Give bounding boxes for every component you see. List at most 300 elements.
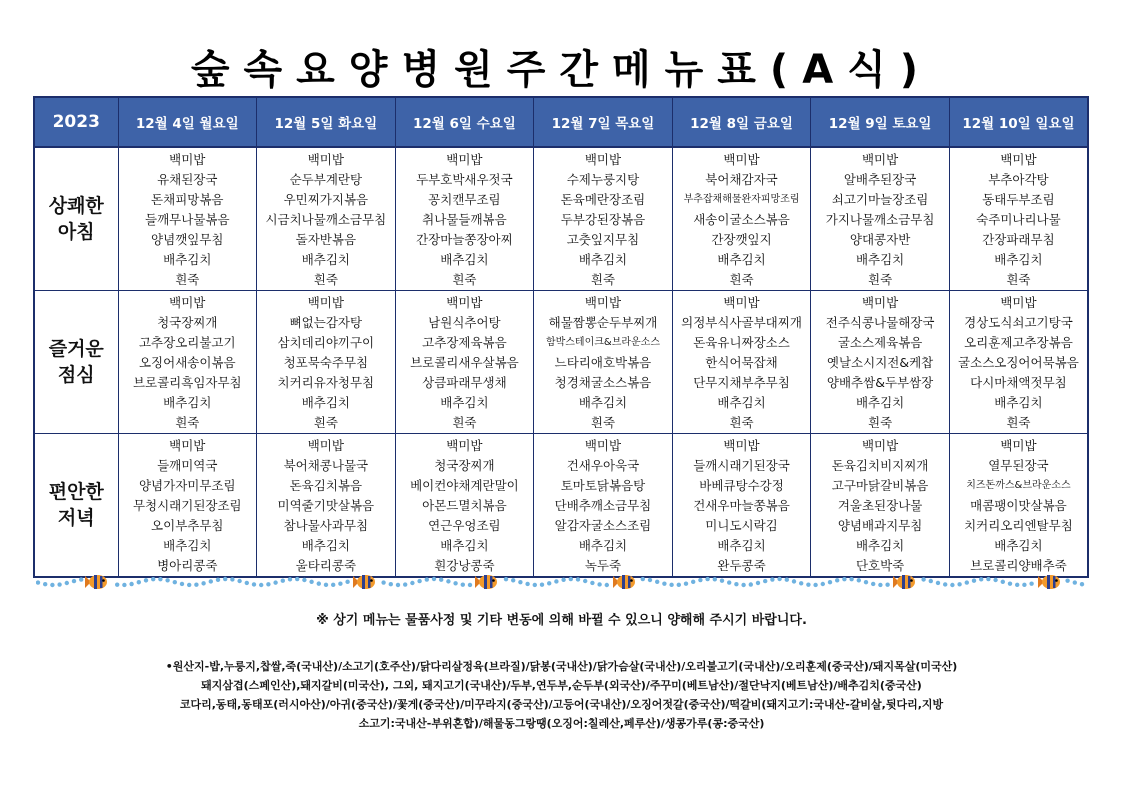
meal-label-text: 상쾌한: [48, 195, 104, 217]
menu-cell: [811, 147, 950, 291]
bubble-dot: [662, 581, 666, 585]
bubble-dot: [194, 583, 198, 587]
bubble-dot: [317, 581, 321, 585]
dish-item: 시금치나물깨소금무침: [265, 212, 387, 227]
dish-item: 흰죽: [868, 272, 893, 287]
bubble-dot: [266, 582, 270, 586]
menu-cell: [257, 434, 396, 578]
fish-icon: [475, 575, 497, 589]
dish-item: 해물짬뽕순두부찌개: [548, 315, 658, 330]
dish-item: 전주식콩나물해장국: [825, 315, 935, 330]
dish-item: 뼈없는감자탕: [289, 315, 363, 330]
bubble-dot: [173, 580, 177, 584]
bubble-dot: [144, 578, 148, 582]
bubble-dot: [950, 583, 954, 587]
bubble-dot: [252, 582, 256, 586]
bubble-dot: [165, 578, 169, 582]
bubble-dot: [533, 583, 537, 587]
dish-item: 배추김치: [163, 252, 212, 267]
day-header-thu: 12월 7일 목요일: [534, 97, 673, 147]
bubble-dot: [518, 580, 522, 584]
bubble-dot: [554, 579, 558, 583]
bubble-dot: [273, 580, 277, 584]
bubble-dot: [878, 583, 882, 587]
bubble-dot: [453, 581, 457, 585]
bubble-dot: [777, 577, 781, 581]
bubble-dot: [1080, 582, 1084, 586]
bubble-dot: [842, 577, 846, 581]
bubble-dot: [972, 578, 976, 582]
bubble-dot: [230, 577, 234, 581]
bubble-dot: [151, 577, 155, 581]
origin-line: •원산지-밥,누룽지,찹쌀,죽(국내산)/소고기(호주산)/닭다리살정육(브라질)/닭봉(국내산)/닭가슴살(국내산)/오리불고기(국내산)/오리훈제(중국산)/돼지목살(미국산): [165, 660, 958, 673]
meal-label-text: 저녁: [57, 507, 95, 529]
bubble-fish-decoration: [36, 571, 1086, 593]
dish-item: 돈육메란장조림: [560, 192, 646, 207]
bubble-dot: [338, 581, 342, 585]
day-header-sat: 12월 9일 토요일: [811, 97, 950, 147]
bubble-dot: [180, 582, 184, 586]
menu-cell: [949, 147, 1088, 291]
dish-item: 백미밥: [723, 295, 760, 310]
dish-item: 백미밥: [169, 438, 206, 453]
dish-item: 열무된장국: [988, 458, 1049, 473]
dish-item: 백미밥: [584, 295, 622, 310]
bubble-dot: [1029, 581, 1033, 585]
bubble-dot: [648, 578, 652, 582]
bubble-dot: [583, 579, 587, 583]
bubble-dot: [864, 580, 868, 584]
dish-item: 배추김치: [855, 252, 905, 267]
dish-item: 순두부계란탕: [289, 172, 363, 187]
meal-label-lunch: [34, 291, 118, 434]
menu-cell: [118, 147, 257, 291]
bubble-dot: [468, 583, 472, 587]
dish-item: 흰죽: [868, 415, 893, 430]
dish-item: 백미밥: [446, 295, 483, 310]
dish-item: 토마토닭볶음탕: [560, 478, 646, 493]
bubble-dot: [1001, 580, 1005, 584]
bubble-dot: [770, 577, 774, 581]
page-title: 숲속요양병원주간메뉴표(A식): [190, 47, 933, 93]
dish-item: 백미밥: [307, 295, 344, 310]
dish-item: 알감자굴소스조림: [554, 518, 652, 533]
dish-item: 백미밥: [307, 438, 344, 453]
bubble-dot: [295, 577, 299, 581]
dish-item: 백미밥: [446, 438, 483, 453]
bubble-dot: [216, 578, 220, 582]
bubble-dot: [50, 583, 54, 587]
dish-item: 흰죽: [729, 415, 754, 430]
bubble-dot: [756, 581, 760, 585]
dish-item: 두부강된장볶음: [560, 212, 646, 227]
dish-item: 의정부식사골부대찌개: [681, 315, 802, 330]
menu-cell: [811, 434, 950, 578]
dish-item: 브로콜리양배추죽: [970, 558, 1067, 573]
dish-item: 배추김치: [163, 538, 212, 553]
dish-item: 완두콩죽: [717, 558, 766, 573]
meal-label-text: 점심: [57, 364, 95, 386]
fish-icon: [85, 575, 107, 589]
bubble-dot: [122, 583, 126, 587]
dish-item: 배추김치: [440, 538, 489, 553]
dish-item: 치즈돈까스&브라운소스: [966, 480, 1071, 491]
dish-item: 배추김치: [855, 538, 905, 553]
weekly-menu-table: [33, 96, 1089, 578]
fish-icon: [613, 575, 635, 589]
dish-item: 굴소스오징어어묵볶음: [958, 355, 1079, 370]
origin-line: 코다리,동태,동태포(러시아산)/아귀(중국산)/꽃게(중국산)/미꾸라지(중국산)/고등어(국내산)/오징어젓갈(중국산)/떡갈비(돼지고기:국내산-갈비살,뒷다리,지방: [179, 698, 944, 711]
dish-item: 경상도식쇠고기탕국: [964, 315, 1073, 330]
menu-cell: [949, 434, 1088, 578]
dish-item: 배추김치: [578, 395, 628, 410]
dish-item: 배추김치: [301, 538, 350, 553]
menu-cell: [257, 291, 396, 434]
dish-item: 배추김치: [855, 395, 905, 410]
dish-item: 청국장찌개: [434, 458, 495, 473]
dish-item: 오리훈제고추장볶음: [964, 335, 1073, 350]
bubble-dot: [396, 583, 400, 587]
dish-item: 흰죽: [313, 272, 338, 287]
bubble-dot: [446, 579, 450, 583]
bubble-dot: [929, 579, 933, 583]
dish-item: 들깨미역국: [157, 458, 218, 473]
dish-item: 배추김치: [440, 252, 489, 267]
dish-item: 백미밥: [584, 438, 622, 453]
bubble-dot: [785, 578, 789, 582]
bubble-dot: [1008, 581, 1012, 585]
bubble-dot: [115, 582, 119, 586]
dish-item: 백미밥: [307, 152, 344, 167]
bubble-dot: [713, 577, 717, 581]
dish-item: 브로콜리흑임자무침: [132, 375, 242, 390]
bubble-dot: [281, 579, 285, 583]
change-notice: ※ 상기 메뉴는 물품사정 및 기타 변동에 의해 바뀔 수 있으니 양해해 주시기 바랍니다.: [316, 613, 807, 628]
bubble-dot: [871, 582, 875, 586]
dish-item: 옛날소시지전&케찹: [826, 355, 934, 370]
bubble-dot: [576, 577, 580, 581]
bubble-dot: [245, 581, 249, 585]
bubble-dot: [828, 580, 832, 584]
bubble-dot: [691, 580, 695, 584]
dish-item: 숙주미나리나물: [976, 212, 1061, 227]
dish-item: 부추잡채해물완자피망조림: [683, 194, 800, 205]
bubble-dot: [432, 577, 436, 581]
dish-item: 우민찌가지볶음: [283, 192, 369, 207]
bubble-dot: [439, 578, 443, 582]
bubble-dot: [720, 578, 724, 582]
dish-item: 취나물들깨볶음: [422, 212, 507, 227]
bubble-dot: [936, 581, 940, 585]
dish-item: 단무지채부추무침: [693, 375, 790, 390]
meal-label-text: 편안한: [48, 481, 104, 503]
bubble-dot: [835, 578, 839, 582]
dish-item: 베이컨야채계란말이: [410, 478, 519, 493]
dish-item: 청국장찌개: [157, 315, 218, 330]
dish-item: 굴소스제육볶음: [837, 335, 923, 350]
dish-item: 두부호박새우젓국: [416, 172, 513, 187]
bubble-dot: [1073, 580, 1077, 584]
dish-item: 흰죽: [313, 415, 338, 430]
bubble-dot: [79, 577, 83, 581]
bubble-dot: [569, 577, 573, 581]
bubble-dot: [705, 577, 709, 581]
bubble-dot: [403, 582, 407, 586]
dish-item: 백미밥: [861, 295, 899, 310]
meal-row-dinner: [34, 434, 1088, 578]
bubble-dot: [381, 580, 385, 584]
dish-item: 백미밥: [861, 152, 899, 167]
dish-item: 흰죽: [452, 272, 477, 287]
meal-label-text: 아침: [57, 221, 95, 243]
dish-item: 백미밥: [446, 152, 483, 167]
bubble-dot: [209, 579, 213, 583]
menu-cell: [534, 147, 673, 291]
bubble-dot: [1065, 578, 1069, 582]
bubble-dot: [734, 582, 738, 586]
bubble-dot: [857, 578, 861, 582]
dish-item: 다시마채액젓무침: [970, 375, 1067, 390]
bubble-dot: [345, 580, 349, 584]
dish-item: 양념가자미무조림: [138, 478, 236, 493]
bubble-dot: [137, 580, 141, 584]
menu-cell: [395, 147, 534, 291]
dish-item: 부추아각탕: [988, 172, 1049, 187]
dish-item: 돈채피망볶음: [151, 192, 224, 207]
dish-item: 배추김치: [994, 252, 1043, 267]
dish-item: 함박스테이크&브라운소스: [545, 337, 660, 348]
meal-label-dinner: [34, 434, 118, 578]
year-cell: 2023: [34, 97, 118, 147]
bubble-dot: [36, 580, 40, 584]
bubble-dot: [525, 582, 529, 586]
dish-item: 양배추쌈&두부쌈장: [826, 375, 934, 390]
bubble-dot: [806, 582, 810, 586]
dish-item: 양념깻잎무침: [151, 232, 224, 247]
dish-item: 배추김치: [717, 395, 766, 410]
dish-item: 녹두죽: [584, 558, 622, 573]
dish-item: 매콤팽이맛살볶음: [970, 498, 1067, 513]
dish-item: 흰죽: [452, 415, 477, 430]
bubble-dot: [309, 580, 313, 584]
dish-item: 한식어묵잡채: [705, 355, 778, 370]
dish-item: 흰강낭콩죽: [434, 558, 495, 573]
bubble-dot: [957, 582, 961, 586]
dish-item: 고추장오리불고기: [138, 335, 236, 350]
bubble-dot: [821, 582, 825, 586]
origin-info: [30, 657, 1093, 733]
dish-item: 쇠고기마늘장조림: [831, 192, 929, 207]
day-header-sun: 12월 10일 일요일: [949, 97, 1088, 147]
dish-item: 들깨시래기된장국: [693, 458, 790, 473]
menu-cell: [118, 291, 257, 434]
dish-item: 백미밥: [723, 152, 760, 167]
bubble-dot: [749, 582, 753, 586]
meal-label-text: 즐거운: [48, 338, 104, 360]
dish-item: 양념배과지무침: [837, 518, 923, 533]
dish-item: 백미밥: [169, 295, 206, 310]
bubble-dot: [979, 577, 983, 581]
fish-icon: [353, 575, 375, 589]
bubble-dot: [669, 583, 673, 587]
dish-item: 수제누룽지탕: [566, 172, 640, 187]
dish-item: 건새우마늘쫑볶음: [693, 498, 790, 513]
bubble-dot: [1022, 583, 1026, 587]
dish-item: 백미밥: [1000, 295, 1037, 310]
dish-item: 들깨무나물볶음: [145, 212, 230, 227]
bubble-dot: [813, 583, 817, 587]
menu-cell: [534, 291, 673, 434]
bubble-dot: [158, 577, 162, 581]
dish-item: 가지나물깨소금무침: [825, 212, 935, 227]
origin-line: 돼지삼겹(스페인산),돼지갈비(미국산), 그외, 돼지고기(국내산)/두부,연두부,순두부(외국산)/주꾸미(베트남산)/절단낙지(베트남산)/배추김치(중국산): [201, 679, 922, 692]
menu-cell: [672, 291, 811, 434]
dish-item: 흰죽: [590, 415, 616, 430]
day-header-tue: 12월 5일 화요일: [257, 97, 396, 147]
dish-item: 배추김치: [578, 252, 628, 267]
bubble-dot: [597, 582, 601, 586]
bubble-dot: [727, 580, 731, 584]
dish-item: 배추김치: [578, 538, 628, 553]
bubble-dot: [57, 582, 61, 586]
dish-item: 치커리오리엔탈무침: [964, 518, 1073, 533]
bubble-dot: [547, 581, 551, 585]
dish-item: 배추김치: [994, 395, 1043, 410]
dish-item: 겨울초된장나물: [837, 498, 923, 513]
menu-cell: [257, 147, 396, 291]
bubble-dot: [943, 582, 947, 586]
dish-item: 느타리애호박볶음: [554, 355, 652, 370]
dish-item: 남원식추어탕: [428, 315, 501, 330]
dish-item: 돌자반볶음: [295, 232, 357, 247]
dish-item: 무청시래기된장조림: [132, 498, 242, 513]
dish-item: 단호박죽: [855, 558, 905, 573]
dish-item: 간장깻잎지: [711, 232, 772, 247]
dish-item: 고춧잎지무침: [566, 232, 640, 247]
meal-label-breakfast: [34, 147, 118, 291]
menu-cell: [949, 291, 1088, 434]
bubble-dot: [540, 583, 544, 587]
bubble-dot: [986, 577, 990, 581]
dish-item: 청포묵숙주무침: [283, 355, 369, 370]
dish-item: 청경채굴소스볶음: [554, 375, 652, 390]
bubble-dot: [187, 583, 191, 587]
bubble-dot: [698, 578, 702, 582]
dish-item: 배추김치: [301, 252, 350, 267]
dish-item: 배추김치: [440, 395, 489, 410]
bubble-dot: [259, 583, 263, 587]
menu-cell: [395, 434, 534, 578]
dish-item: 돈육김치볶음: [289, 478, 363, 493]
dish-item: 북어채감자국: [705, 172, 778, 187]
bubble-dot: [223, 577, 227, 581]
dish-item: 바베큐탕수강정: [699, 478, 784, 493]
dish-item: 건새우아욱국: [566, 458, 640, 473]
bubble-dot: [389, 582, 393, 586]
dish-item: 알배추된장국: [843, 172, 917, 187]
dish-item: 상큼파래무생채: [422, 375, 507, 390]
dish-item: 흰죽: [1006, 272, 1031, 287]
bubble-dot: [993, 578, 997, 582]
bubble-dot: [237, 579, 241, 583]
dish-item: 흰죽: [175, 272, 200, 287]
bubble-dot: [655, 580, 659, 584]
dish-item: 브로콜리새우살볶음: [410, 355, 519, 370]
bubble-dot: [324, 583, 328, 587]
bubble-dot: [461, 582, 465, 586]
dish-item: 오이부추무침: [151, 518, 224, 533]
dish-item: 돈육김치비지찌개: [831, 458, 929, 473]
bubble-dot: [677, 583, 681, 587]
dish-item: 단배추깨소금무침: [554, 498, 652, 513]
dish-item: 돈육유니짜장소스: [693, 335, 790, 350]
bubble-dot: [799, 581, 803, 585]
dish-item: 아몬드멸치볶음: [422, 498, 507, 513]
dish-item: 배추김치: [301, 395, 350, 410]
menu-cell: [672, 434, 811, 578]
dish-item: 양대콩자반: [849, 232, 911, 247]
bubble-dot: [425, 577, 429, 581]
dish-item: 백미밥: [584, 152, 622, 167]
dish-item: 오징어새송이볶음: [138, 355, 236, 370]
bubble-dot: [849, 577, 853, 581]
bubble-dot: [129, 582, 133, 586]
dish-item: 참나물사과무침: [283, 518, 369, 533]
bubble-dot: [201, 581, 205, 585]
dish-item: 치커리유자청무침: [277, 375, 375, 390]
bubble-dot: [641, 577, 645, 581]
dish-item: 연근우엉조림: [428, 518, 501, 533]
bubble-dot: [921, 577, 925, 581]
dish-item: 고구마닭갈비볶음: [831, 478, 929, 493]
dish-item: 배추김치: [994, 538, 1043, 553]
bubble-dot: [885, 583, 889, 587]
dish-item: 간장파래무침: [982, 232, 1055, 247]
dish-item: 병아리콩죽: [157, 558, 218, 573]
dish-item: 간장마늘쫑장아찌: [416, 232, 513, 247]
bubble-dot: [561, 578, 565, 582]
dish-item: 흰죽: [729, 272, 754, 287]
dish-item: 배추김치: [163, 395, 212, 410]
dish-item: 백미밥: [723, 438, 760, 453]
bubble-dot: [410, 581, 414, 585]
bubble-dot: [504, 577, 508, 581]
bubble-dot: [590, 581, 594, 585]
dish-item: 울타리콩죽: [295, 558, 357, 573]
dish-item: 새송이굴소스볶음: [693, 212, 790, 227]
meal-row-lunch: [34, 291, 1088, 434]
meal-row-breakfast: [34, 147, 1088, 291]
bubble-dot: [605, 583, 609, 587]
bubble-dot: [72, 579, 76, 583]
bubble-dot: [1015, 583, 1019, 587]
dish-item: 백미밥: [861, 438, 899, 453]
dish-item: 백미밥: [169, 152, 206, 167]
origin-line: 소고기:국내산-부위혼합)/해물동그랑땡(오징어:칠레산,페루산)/생콩가루(콩:중국산): [358, 717, 765, 730]
dish-item: 배추김치: [717, 538, 766, 553]
dish-item: 미역줄기맛살볶음: [277, 498, 375, 513]
bubble-dot: [65, 581, 69, 585]
bubble-dot: [965, 580, 969, 584]
dish-item: 유채된장국: [157, 172, 218, 187]
dish-item: 꽁치캔무조림: [428, 192, 501, 207]
bubble-dot: [302, 578, 306, 582]
bubble-dot: [43, 582, 47, 586]
day-header-fri: 12월 8일 금요일: [672, 97, 811, 147]
bubble-dot: [763, 579, 767, 583]
menu-cell: [811, 291, 950, 434]
menu-cell: [534, 434, 673, 578]
